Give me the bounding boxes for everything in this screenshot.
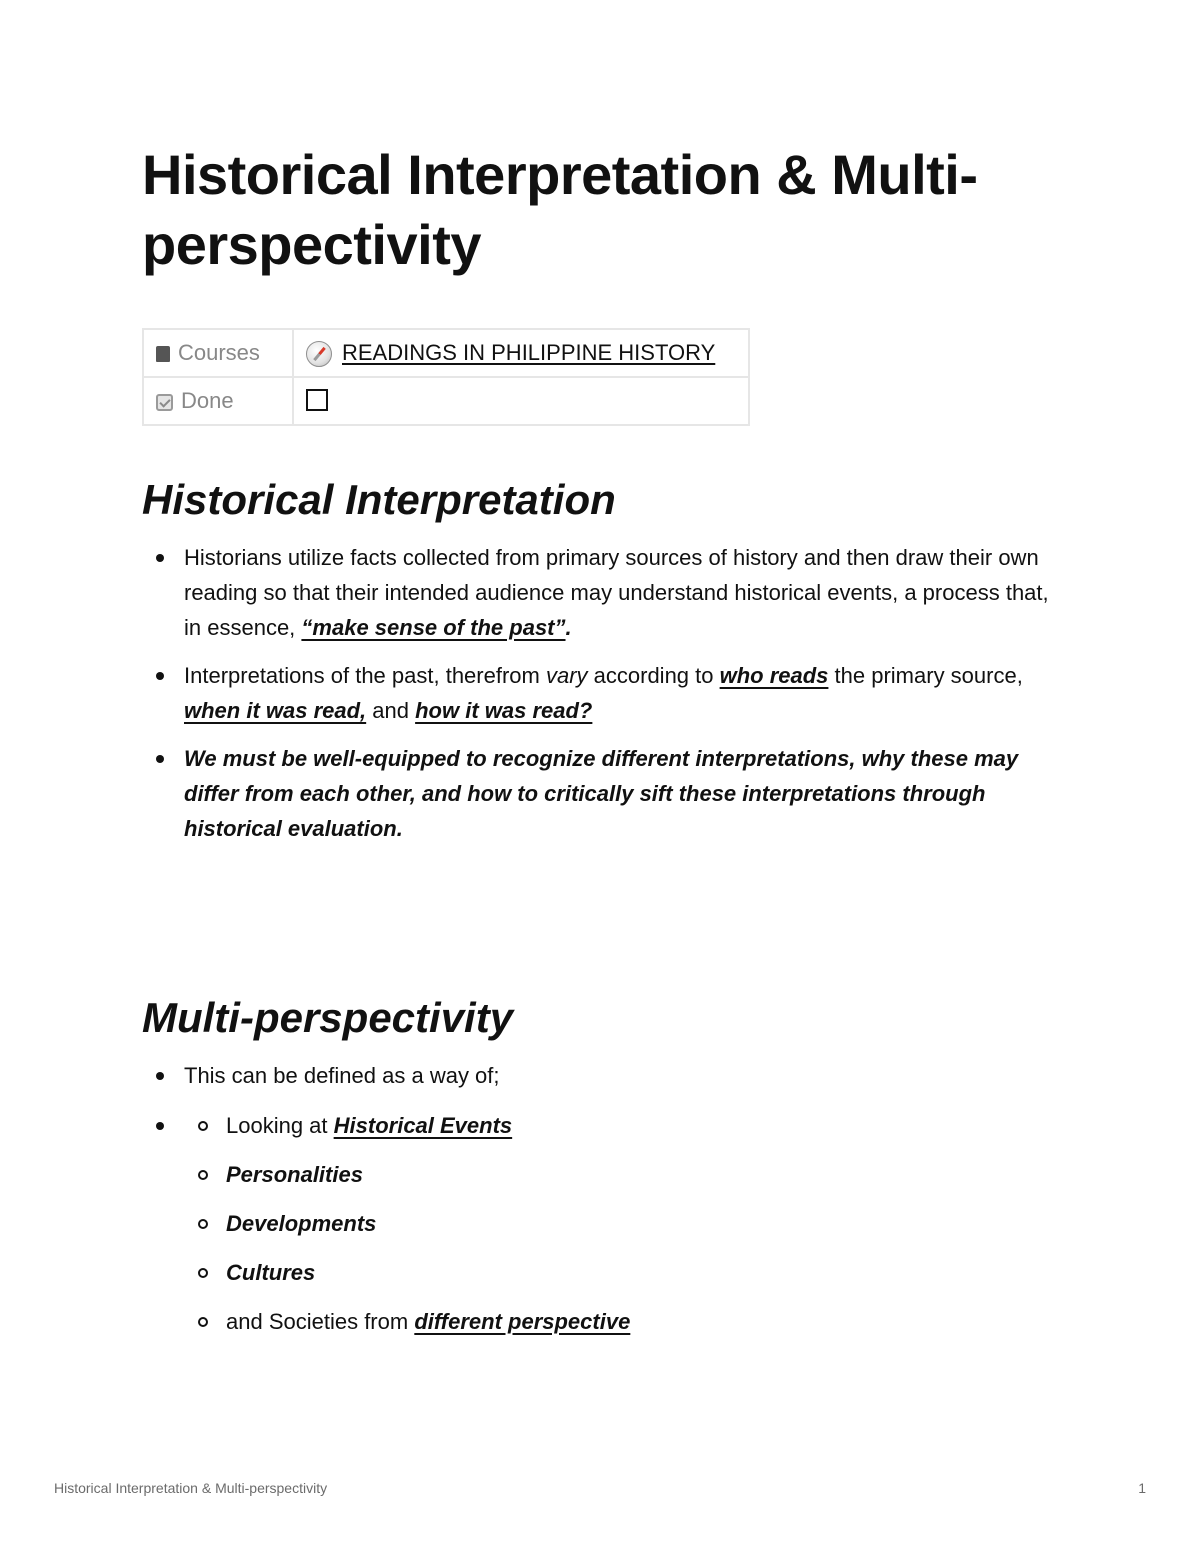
done-checkbox[interactable] [306,389,328,411]
text: Cultures [226,1260,316,1285]
emphasis: different perspective [414,1309,631,1334]
emphasis: how it was read? [415,698,593,723]
properties-table [142,328,750,426]
heading-multi-perspectivity: Multi-perspectivity [142,994,514,1041]
text: Interpretations of the past, therefrom [184,663,546,688]
text: We must be well-equipped to recognize different interpretations, why these may differ from each other, and how to critically sift these interpretations through historical evaluation. [184,746,1019,841]
perspectivity-sublist-wrap [142,1093,1062,1339]
sub-list-item [142,1108,1062,1143]
text: Personalities [226,1162,363,1187]
text: according to [587,663,720,688]
property-value-courses [293,329,749,377]
compass-icon [306,341,332,367]
perspectivity-sublist [142,1108,1062,1339]
list-item [142,658,1062,728]
checkbox-property-icon [156,394,173,411]
sub-list-item [142,1304,1062,1339]
text: Historians utilize facts collected from primary sources of history and then draw their own reading so that their intended audience may understand historical events, a process that, in essence, [184,545,1049,640]
page-title: Historical Interpretation & Multi-perspectivity [142,143,978,276]
property-row-done [143,377,749,425]
emphasis: Historical Events [333,1113,513,1138]
list-item [142,741,1062,846]
emphasis: “make sense of the past” [301,615,566,640]
property-key-done [143,377,293,425]
perspectivity-list [142,1058,1062,1093]
text: Looking at [226,1113,334,1138]
text: This can be defined as a way of; [184,1063,500,1088]
text: and [366,698,416,723]
text: the primary source, [828,663,1023,688]
text: Developments [226,1211,377,1236]
footer-title: Historical Interpretation & Multi-perspectivity [54,1480,328,1496]
interpretation-list [142,540,1062,846]
book-icon [156,346,170,362]
sub-list-item [142,1157,1062,1192]
sub-list-item [142,1206,1062,1241]
text: . [565,615,572,640]
courses-label: Courses [178,340,260,365]
text: and Societies from [226,1309,415,1334]
list-item [142,540,1062,645]
emphasis: when it was read, [184,698,367,723]
emphasis: vary [545,663,588,688]
heading-historical-interpretation: Historical Interpretation [142,476,616,523]
property-row-courses [143,329,749,377]
footer-page-number: 1 [1138,1480,1146,1496]
property-key-courses [143,329,293,377]
done-label: Done [181,388,234,413]
course-link[interactable]: READINGS IN PHILIPPINE HISTORY [342,340,716,366]
emphasis: who reads [719,663,829,688]
property-value-done [293,377,749,425]
list-item [142,1058,1062,1093]
sub-list-item [142,1255,1062,1290]
sublist-container [142,1108,1062,1339]
